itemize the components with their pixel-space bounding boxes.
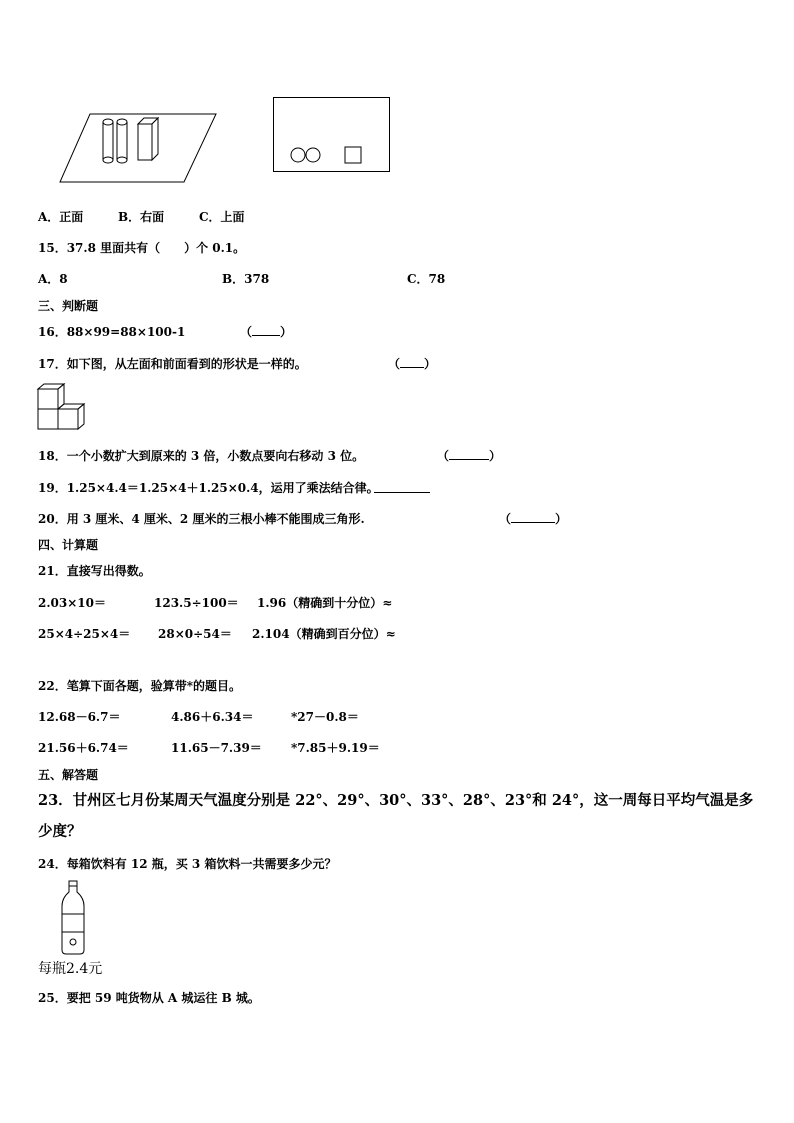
q25-text: 25．要把 59 吨货物从 A 城运往 B 城。 — [38, 991, 260, 1005]
q21-r1-c1: 2.03×10＝ — [38, 596, 106, 610]
q17-text: 17．如下图，从左面和前面看到的形状是一样的。 — [38, 357, 307, 371]
q22-r1-c2: 4.86＋6.34＝ — [171, 710, 254, 724]
paren-open: （ — [240, 325, 253, 339]
q22-r1-c1: 12.68－6.7＝ — [38, 710, 121, 724]
q22-r1-c3: *27－0.8＝ — [291, 710, 359, 724]
section-5-title: 五、解答题 — [38, 768, 99, 782]
q14-option-b[interactable]: B．右面 — [118, 210, 165, 224]
paren-close: ） — [280, 325, 293, 339]
paren-open: （ — [388, 357, 401, 371]
q21-r1-c2: 123.5÷100＝ — [154, 596, 239, 610]
q22-title: 22．笔算下面各题，验算带*的题目。 — [38, 679, 241, 693]
q15-option-a[interactable]: A．8 — [38, 272, 68, 286]
q15-option-b[interactable]: B．378 — [222, 272, 270, 286]
q20-answer-blank[interactable] — [499, 510, 567, 527]
paren-open: （ — [499, 512, 512, 526]
q22-r2-c2: 11.65－7.39＝ — [171, 741, 262, 755]
paren-close: ） — [424, 357, 437, 371]
q24-text: 24．每箱饮料有 12 瓶，买 3 箱饮料一共需要多少元？ — [38, 857, 337, 871]
q17-answer-blank[interactable] — [388, 355, 436, 372]
q21-r1-c3: 1.96（精确到十分位）≈ — [257, 596, 393, 610]
q23-line-1: 23．甘州区七月份某周天气温度分别是 22°、29°、30°、33°、28°、23°和 24°，这一周每日平均气温是多 — [38, 792, 754, 809]
view-shape-figure — [273, 97, 391, 173]
bottle-icon — [58, 880, 88, 956]
q15-option-c[interactable]: C．78 — [407, 272, 446, 286]
section-3-title: 三、判断题 — [38, 299, 99, 313]
paren-close: ） — [555, 512, 568, 526]
q20-text: 20．用 3 厘米、4 厘米、2 厘米的三根小棒不能围成三角形. — [38, 512, 365, 526]
q24-price-label: 每瓶2.4元 — [38, 961, 103, 977]
q19-answer-blank[interactable] — [374, 481, 430, 493]
q15-question: 15．37.8 里面共有（ ）个 0.1。 — [38, 241, 246, 255]
q17-cube-stack-figure — [37, 383, 89, 431]
q16-answer-blank[interactable] — [240, 323, 292, 340]
paren-open: （ — [437, 449, 450, 463]
q18-text: 18．一个小数扩大到原来的 3 倍，小数点要向右移动 3 位。 — [38, 449, 365, 463]
paren-close: ） — [489, 449, 502, 463]
q22-r2-c1: 21.56＋6.74＝ — [38, 741, 129, 755]
cylinders-and-cuboid-figure — [58, 110, 218, 186]
q14-option-a[interactable]: A．正面 — [38, 210, 84, 224]
q21-r2-c1: 25×4÷25×4＝ — [38, 627, 131, 641]
q23-line-2: 少度？ — [38, 823, 82, 840]
section-4-title: 四、计算题 — [38, 538, 99, 552]
q19-text: 19．1.25×4.4＝1.25×4＋1.25×0.4，运用了乘法结合律。 — [38, 481, 379, 495]
q14-option-c[interactable]: C．上面 — [199, 210, 245, 224]
q22-r2-c3: *7.85＋9.19＝ — [291, 741, 380, 755]
q21-r2-c3: 2.104（精确到百分位）≈ — [252, 627, 396, 641]
q21-r2-c2: 28×0÷54＝ — [158, 627, 232, 641]
q21-title: 21．直接写出得数。 — [38, 564, 151, 578]
q16-text: 16．88×99=88×100-1 — [38, 325, 186, 339]
q18-answer-blank[interactable] — [437, 447, 501, 464]
